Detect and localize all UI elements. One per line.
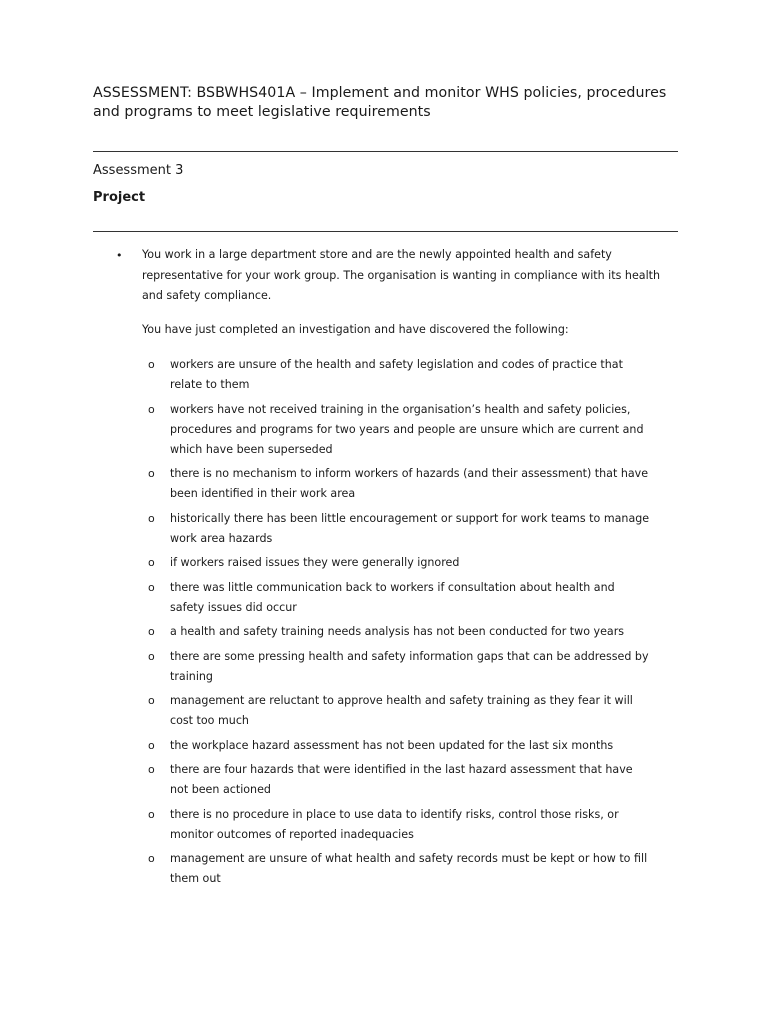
scenario-paragraph: You work in a large department store and are the newly appointed health and safety representative for your work group. The organisation is wanting in compliance with its health and safety compliance. [142,248,661,302]
list-item [142,760,650,800]
finding-text: there is no procedure in place to use data to identify risks, control those risks, or monitor outcomes of reported inadequacies [170,807,619,841]
finding-text: workers have not received training in the organisation’s health and safety policies, procedures and programs for two years and people are unsure which are current and which have been superseded [170,402,644,456]
list-item [142,553,650,573]
findings-list [142,355,678,889]
list-item [142,400,650,460]
finding-text: a health and safety training needs analysis has not been conducted for two years [170,625,625,638]
finding-text: the workplace hazard assessment has not been updated for the last six months [170,738,614,752]
sub-bullet-icon: o [148,580,155,594]
sub-bullet-icon: o [148,511,155,525]
finding-text: there is no mechanism to inform workers of hazards (and their assessment) that have been identified in their work area [170,467,649,500]
finding-text: management are unsure of what health and safety records must be kept or how to fill them out [170,852,648,885]
sub-bullet-icon: o [148,852,155,865]
finding-text: if workers raised issues they were generally ignored [170,556,460,569]
sub-bullet-icon: o [148,694,155,707]
sub-bullet-icon: o [148,649,155,663]
sub-bullet-icon: o [148,402,155,416]
list-item [142,691,650,731]
sub-bullet-icon: o [148,738,155,752]
list-item [142,805,650,845]
list-item [142,509,650,549]
sub-bullet-icon: o [148,358,155,371]
scenario-bullet [93,245,678,889]
sub-bullet-icon: o [148,763,155,776]
divider-top [93,151,678,152]
sub-bullet-icon: o [148,467,155,480]
assessment-number: Assessment 3 [93,163,184,178]
list-item [142,736,650,756]
finding-text: there are four hazards that were identified in the last hazard assessment that have not been actioned [170,763,633,796]
document-title: ASSESSMENT: BSBWHS401A – Implement and monitor WHS policies, procedures and programs to meet legislative requirements [93,85,667,120]
finding-text: there was little communication back to workers if consultation about health and safety issues did occur [170,580,615,614]
bullet-icon: • [116,249,123,262]
list-item [142,647,650,687]
divider-bottom [93,231,678,232]
document-page [93,84,678,894]
finding-text: historically there has been little encouragement or support for work teams to manage work area hazards [170,511,650,545]
finding-text: management are reluctant to approve health and safety training as they fear it will cost too much [170,694,633,727]
finding-text: there are some pressing health and safety information gaps that can be addressed by training [170,649,649,683]
assessment-type: Project [93,190,146,205]
list-item [142,355,650,395]
finding-text: workers are unsure of the health and safety legislation and codes of practice that relate to them [170,358,623,391]
sub-bullet-icon: o [148,556,155,569]
list-item [142,849,650,889]
list-item [142,622,650,642]
sub-bullet-icon: o [148,625,155,638]
list-item [142,464,650,504]
sub-bullet-icon: o [148,807,155,821]
findings-lead-in: You have just completed an investigation and have discovered the following: [142,322,569,336]
list-item [142,578,650,618]
